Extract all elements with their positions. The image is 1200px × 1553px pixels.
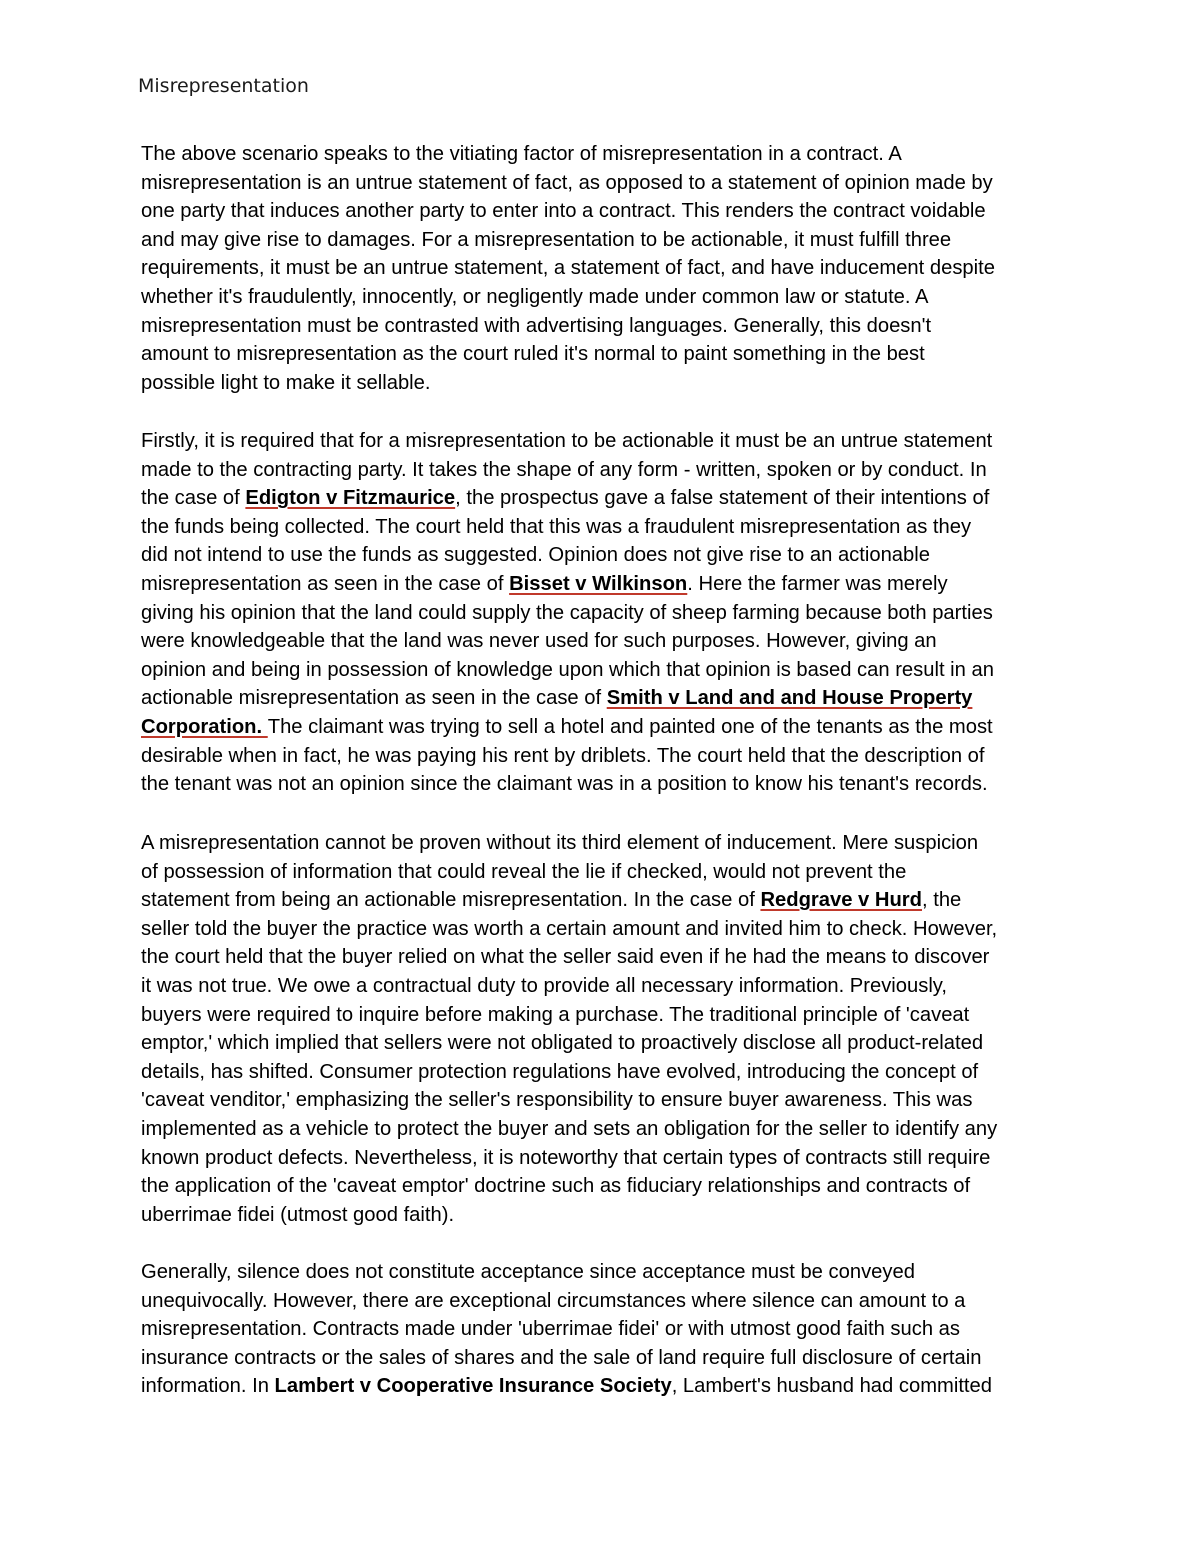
text-line — [141, 1315, 1071, 1344]
text-line — [141, 1029, 1071, 1058]
text-line — [141, 1001, 1071, 1030]
text-run: A misrepresentation cannot be proven without its third element of inducement. Mere suspicion — [141, 832, 979, 854]
text-run: . Here the farmer was merely — [687, 572, 948, 595]
text-line — [141, 943, 1071, 972]
text-line — [141, 1258, 1071, 1287]
text-line — [141, 369, 1071, 398]
text-line — [141, 513, 1071, 542]
text-run: information. In — [141, 1375, 275, 1398]
case-citation: Bisset v Wilkinson — [509, 572, 688, 595]
text-line — [141, 1144, 1071, 1173]
text-run: it was not true. We owe a contractual duty to provide all necessary information. Previously, — [141, 974, 948, 997]
text-run: 'caveat venditor,' emphasizing the seller's responsibility to ensure buyer awareness. This was — [141, 1089, 973, 1112]
text-line — [141, 169, 1071, 198]
text-run: did not intend to use the funds as suggested. Opinion does not give rise to an actionable — [141, 544, 930, 567]
text-run: the court held that the buyer relied on what the seller said even if he had the means to discover — [141, 946, 990, 969]
text-run: actionable misrepresentation as seen in the case of — [141, 687, 607, 710]
text-line — [141, 312, 1071, 341]
text-run: , Lambert's husband had committed — [671, 1375, 992, 1398]
text-run: the application of the 'caveat emptor' doctrine such as fiduciary relationships and contracts of — [141, 1175, 971, 1198]
text-line — [141, 1201, 1071, 1230]
text-run: Firstly, it is required that for a misrepresentation to be actionable it must be an untrue statement — [141, 430, 993, 452]
text-run: giving his opinion that the land could supply the capacity of sheep farming because both parties — [141, 601, 993, 624]
text-run: requirements, it must be an untrue statement, a statement of fact, and have inducement despite — [141, 257, 995, 280]
text-line — [141, 829, 1071, 858]
text-run: desirable when in fact, he was paying his rent by driblets. The court held that the description of — [141, 744, 985, 767]
text-run: statement from being an actionable misrepresentation. In the case of — [141, 889, 761, 912]
case-citation: Lambert v Cooperative Insurance Society — [274, 1375, 672, 1398]
text-run: buyers were required to inquire before making a purchase. The traditional principle of 'caveat — [141, 1003, 970, 1026]
text-run: made to the contracting party. It takes the shape of any form - written, spoken or by conduct. In — [141, 458, 987, 481]
case-citation: Redgrave v Hurd — [760, 889, 922, 912]
text-run: , the prospectus gave a false statement of their intentions of — [455, 487, 990, 510]
text-run: of possession of information that could reveal the lie if checked, would not prevent the — [141, 860, 907, 883]
text-run: were knowledgeable that the land was never used for such purposes. However, giving an — [141, 630, 937, 653]
text-line — [141, 140, 1071, 169]
text-run: uberrimae fidei (utmost good faith). — [141, 1203, 455, 1226]
text-line — [141, 713, 1071, 742]
text-run: seller told the buyer the practice was worth a certain amount and invited him to check. However, — [141, 917, 998, 940]
text-run: The claimant was trying to sell a hotel and painted one of the tenants as the most — [267, 715, 993, 738]
text-run: possible light to make it sellable. — [141, 371, 431, 394]
case-citation: Corporation. — [141, 715, 268, 738]
text-line — [141, 972, 1071, 1001]
text-line — [141, 1058, 1071, 1087]
text-line — [141, 599, 1071, 628]
text-run: opinion and being in possession of knowledge upon which that opinion is based can result in an — [141, 658, 994, 681]
text-run: and may give rise to damages. For a misrepresentation to be actionable, it must fulfill three — [141, 228, 952, 251]
text-run: the tenant was not an opinion since the claimant was in a position to know his tenant's records. — [141, 773, 988, 796]
text-run: insurance contracts or the sales of shares and the sale of land require full disclosure of certain — [141, 1346, 982, 1369]
text-run: the funds being collected. The court held that this was a fraudulent misrepresentation as they — [141, 515, 972, 538]
text-line — [141, 197, 1071, 226]
text-run: misrepresentation. Contracts made under 'uberrimae fidei' or with utmost good faith such as — [141, 1318, 960, 1341]
paragraph-untrue-statement — [141, 427, 1071, 799]
text-line — [141, 283, 1071, 312]
text-run: misrepresentation as seen in the case of — [141, 572, 510, 595]
text-line — [141, 858, 1071, 887]
text-line — [141, 427, 1071, 456]
text-line — [141, 254, 1071, 283]
text-run: the case of — [141, 487, 246, 510]
text-run: Generally, silence does not constitute acceptance since acceptance must be conveyed — [141, 1261, 915, 1283]
text-line — [141, 1115, 1071, 1144]
text-line — [141, 742, 1071, 771]
text-line — [141, 886, 1071, 915]
text-run: emptor,' which implied that sellers were not obligated to proactively disclose all product-related — [141, 1032, 984, 1055]
text-line — [141, 627, 1071, 656]
paragraph-inducement — [141, 829, 1071, 1229]
case-citation: Edigton v Fitzmaurice — [245, 487, 456, 510]
text-line — [141, 484, 1071, 513]
text-run: whether it's fraudulently, innocently, or negligently made under common law or statute. A — [141, 285, 929, 308]
text-run: amount to misrepresentation as the court ruled it's normal to paint something in the best — [141, 343, 925, 366]
paragraph-silence — [141, 1258, 1071, 1401]
text-line — [141, 541, 1071, 570]
document-title: Misrepresentation — [138, 75, 309, 97]
text-run: The above scenario speaks to the vitiating factor of misrepresentation in a contract. A — [141, 143, 902, 165]
case-citation: Smith v Land and and House Property — [606, 687, 973, 710]
text-run: implemented as a vehicle to protect the buyer and sets an obligation for the seller to identify any — [141, 1117, 998, 1140]
text-run: misrepresentation must be contrasted with advertising languages. Generally, this doesn't — [141, 314, 932, 337]
text-line — [141, 456, 1071, 485]
text-run: details, has shifted. Consumer protection regulations have evolved, introducing the concept of — [141, 1060, 979, 1083]
paragraph-intro — [141, 140, 1071, 397]
text-run: known product defects. Nevertheless, it is noteworthy that certain types of contracts still require — [141, 1146, 991, 1169]
text-line — [141, 1172, 1071, 1201]
text-line — [141, 915, 1071, 944]
text-line — [141, 684, 1071, 713]
text-line — [141, 1086, 1071, 1115]
text-line — [141, 770, 1071, 799]
text-line — [141, 1344, 1071, 1373]
text-run: misrepresentation is an untrue statement of fact, as opposed to a statement of opinion made by — [141, 171, 993, 194]
text-line — [141, 1287, 1071, 1316]
text-line — [141, 340, 1071, 369]
text-run: unequivocally. However, there are exceptional circumstances where silence can amount to a — [141, 1289, 966, 1312]
text-line — [141, 656, 1071, 685]
text-run: , the — [922, 889, 962, 912]
text-line — [141, 1372, 1071, 1401]
text-run: one party that induces another party to enter into a contract. This renders the contract voidable — [141, 200, 986, 223]
text-line — [141, 226, 1071, 255]
text-line — [141, 570, 1071, 599]
